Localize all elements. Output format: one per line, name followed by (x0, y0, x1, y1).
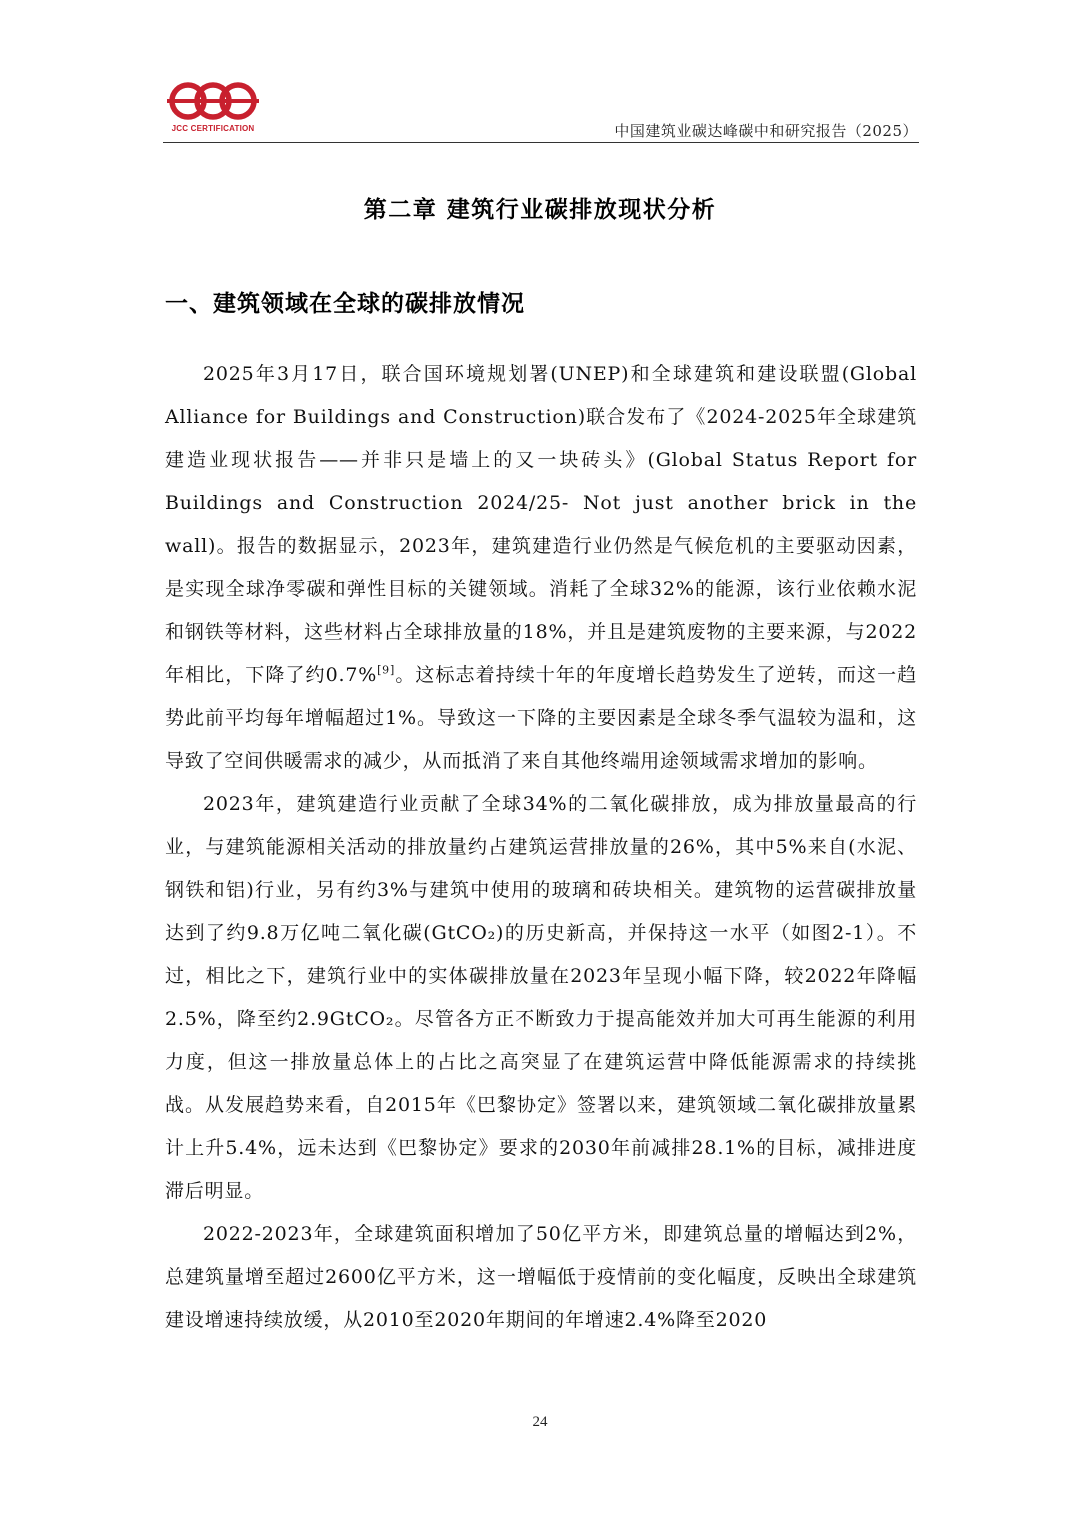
paragraph-3: 2022-2023年，全球建筑面积增加了50亿平方米，即建筑总量的增幅达到2%，总建筑量增至超过2600亿平方米，这一增幅低于疫情前的变化幅度，反映出全球建筑建设增速持续放缓，从2010至2020年期间的年增速2.4%降至2020 (165, 1223, 917, 1331)
header-rule (163, 142, 919, 143)
body-text (165, 353, 917, 1342)
paragraph-1-text-a: 2025年3月17日，联合国环境规划署(UNEP)和全球建筑和建设联盟(Global Alliance for Buildings and Construction)联合发布了《2024-2025年全球建筑建造业现状报告——并非只是墙上的又一块砖头》(Global Status Report for Buildings and Construction 2024/25- Not just another brick in the wall)。报告的数据显示，2023年，建筑建造行业仍然是气候危机的主要驱动因素，是实现全球净零碳和弹性目标的关键领域。消耗了全球32%的能源，该行业依赖水泥和钢铁等材料，这些材料占全球排放量的18%，并且是建筑废物的主要来源，与2022年相比，下降了约0.7% (165, 363, 917, 686)
paragraph-1-text-b: 。这标志着持续十年的年度增长趋势发生了逆转，而这一趋势此前平均每年增幅超过1%。导致这一下降的主要因素是全球冬季气温较为温和，这导致了空间供暖需求的减少，从而抵消了来自其他终端用途领域需求增加的影响。 (165, 664, 917, 772)
chapter-title: 第二章 建筑行业碳排放现状分析 (363, 197, 717, 223)
jcc-logo (163, 80, 263, 136)
logo-text: JCC CERTIFICATION (171, 124, 255, 133)
paragraph-1 (165, 353, 917, 783)
section-title: 一、建筑领域在全球的碳排放情况 (165, 291, 525, 317)
citation-ref: [9] (377, 663, 396, 677)
three-rings-logo-icon (163, 80, 263, 124)
page-number: 24 (532, 1414, 548, 1430)
paragraph-2: 2023年，建筑建造行业贡献了全球34%的二氧化碳排放，成为排放量最高的行业，与建筑能源相关活动的排放量约占建筑运营排放量的26%，其中5%来自(水泥、钢铁和铝)行业，另有约3%与建筑中使用的玻璃和砖块相关。建筑物的运营碳排放量达到了约9.8万亿吨二氧化碳(GtCO₂)的历史新高，并保持这一水平（如图2-1）。不过，相比之下，建筑行业中的实体碳排放量在2023年呈现小幅下降，较2022年降幅2.5%，降至约2.9GtCO₂。尽管各方正不断致力于提高能效并加大可再生能源的利用力度，但这一排放量总体上的占比之高突显了在建筑运营中降低能源需求的持续挑战。从发展趋势来看，自2015年《巴黎协定》签署以来，建筑领域二氧化碳排放量累计上升5.4%，远未达到《巴黎协定》要求的2030年前减排28.1%的目标，减排进度滞后明显。 (165, 793, 917, 1202)
running-header-title: 中国建筑业碳达峰碳中和研究报告（2025） (614, 122, 918, 140)
